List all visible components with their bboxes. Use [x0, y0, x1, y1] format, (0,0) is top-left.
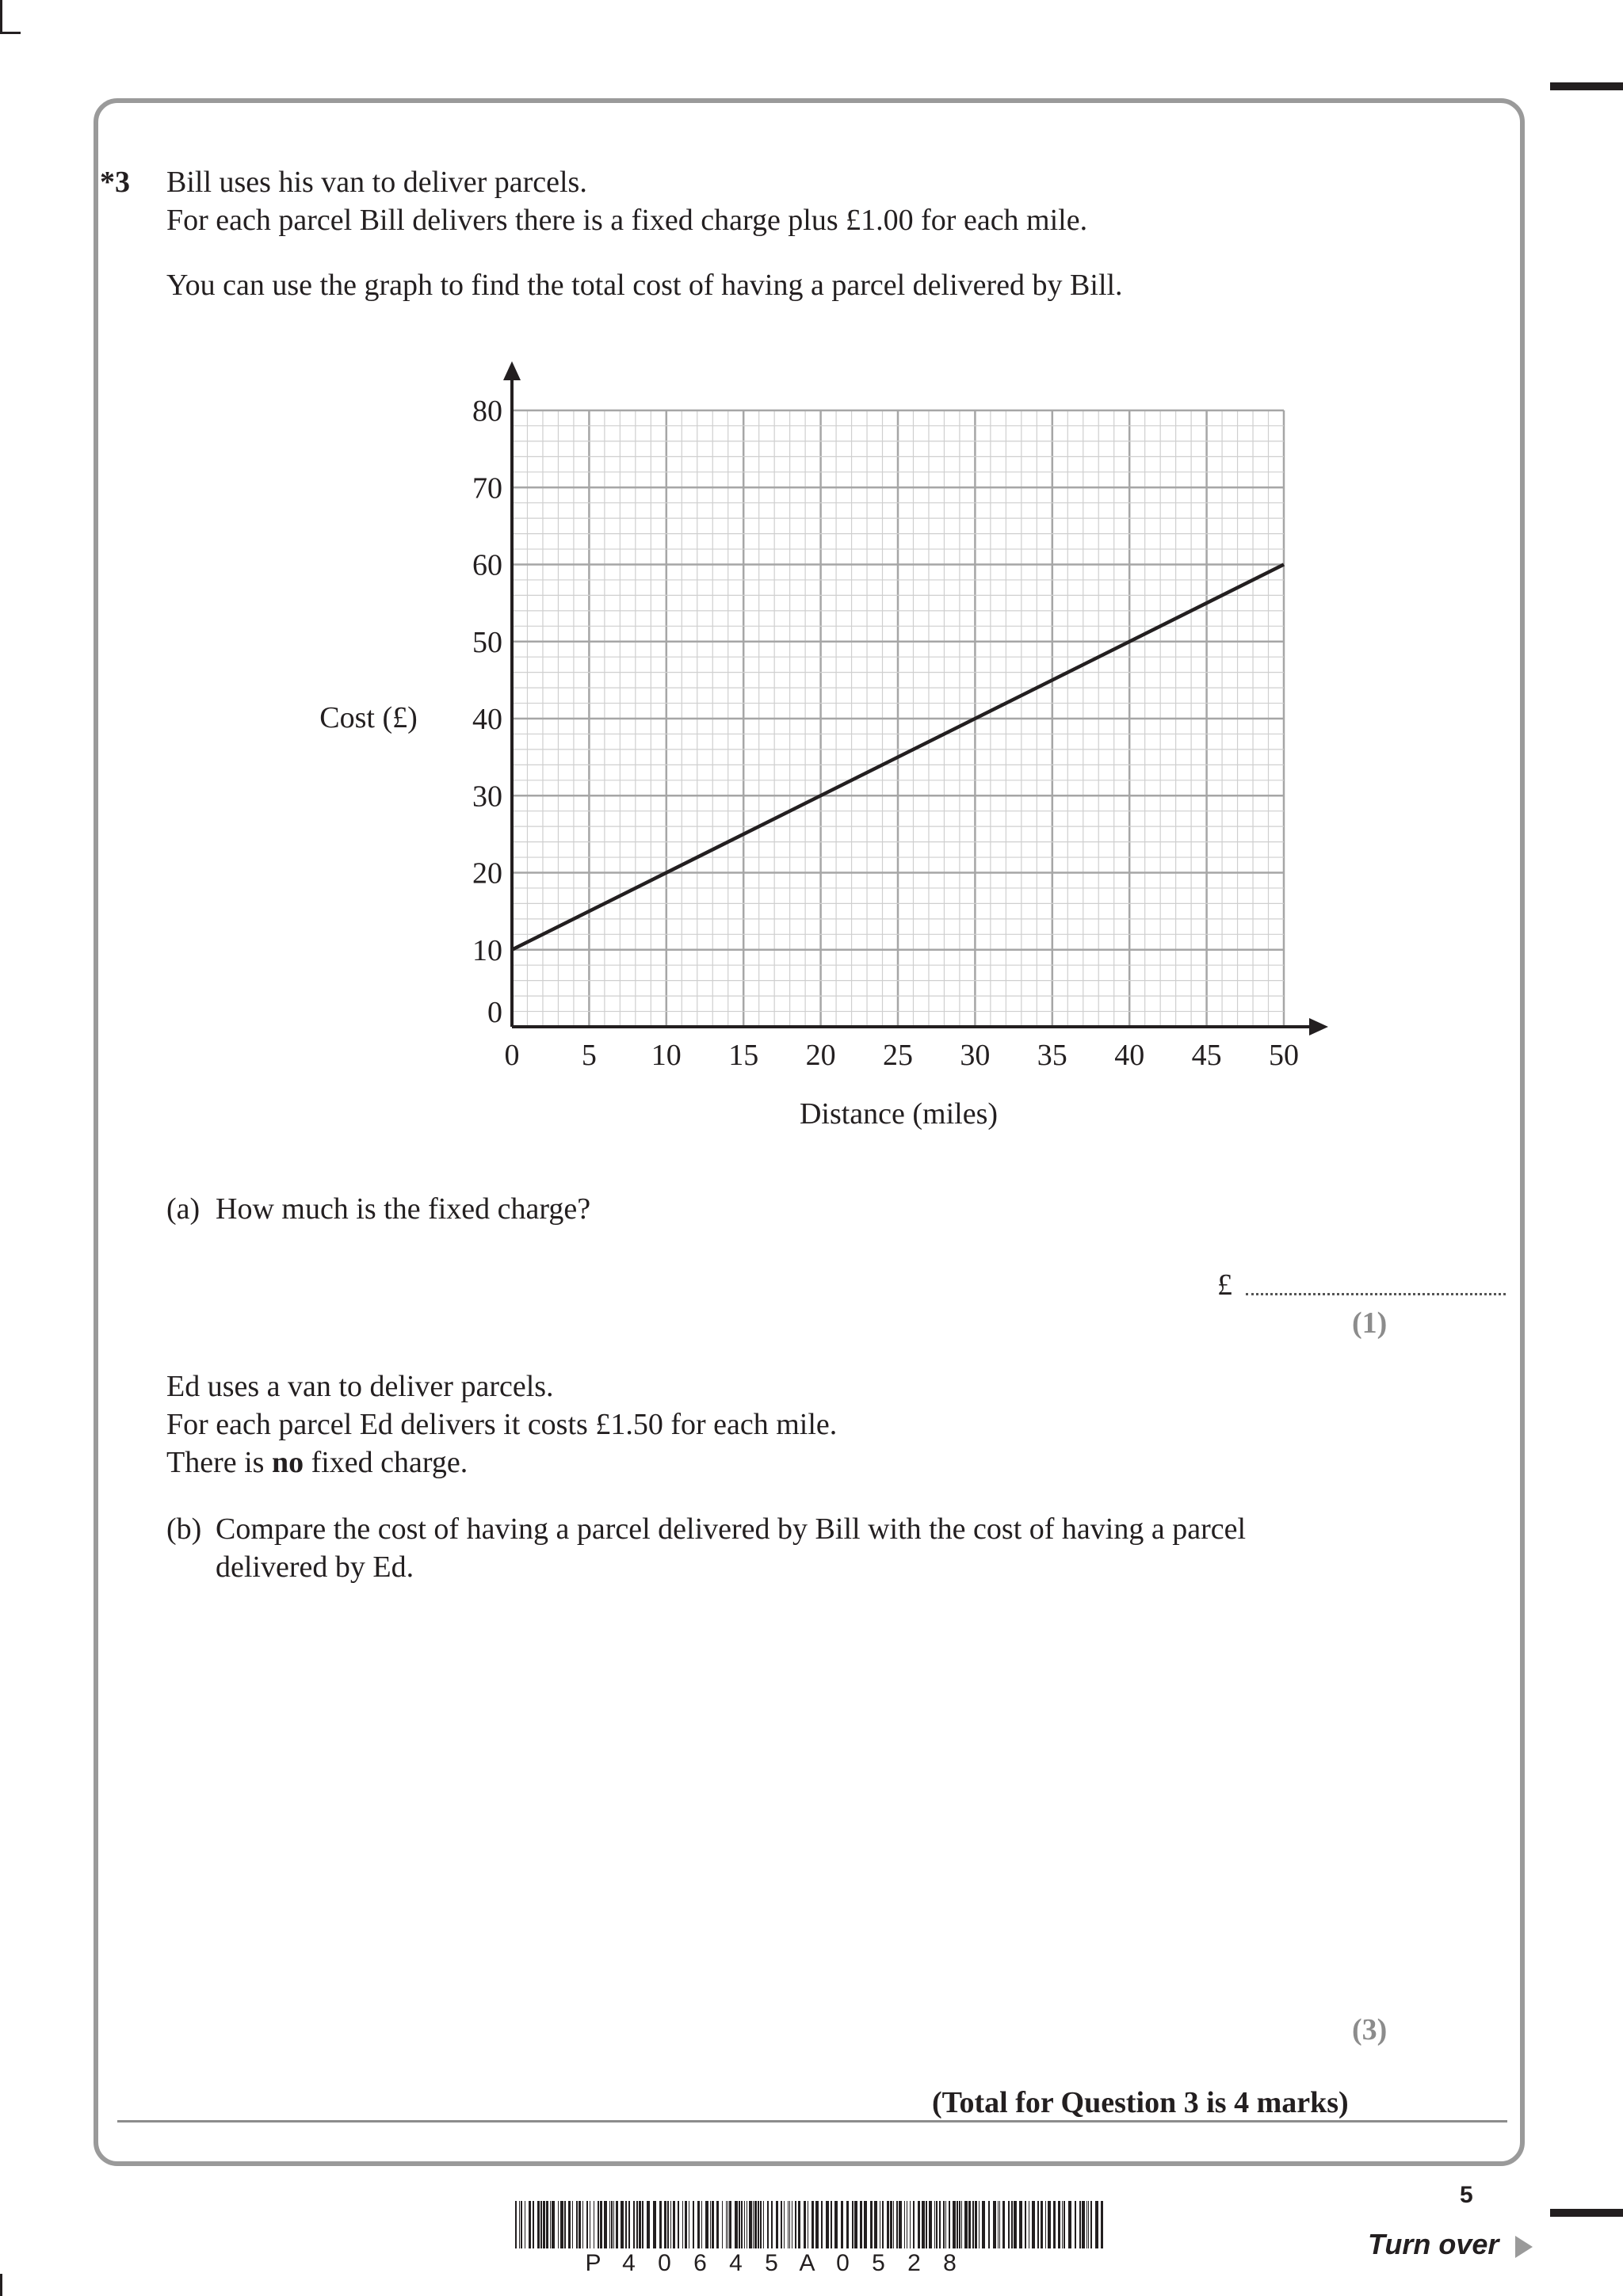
barcode-bar — [560, 2201, 563, 2248]
total-rule — [117, 2120, 1507, 2122]
x-axis-arrow-icon — [1309, 1018, 1328, 1035]
barcode-bar — [968, 2201, 971, 2248]
y-tick-label: 40 — [472, 703, 502, 736]
y-tick-label: 60 — [472, 548, 502, 582]
barcode-bar — [959, 2201, 960, 2248]
barcode-digit: 0 — [836, 2250, 850, 2276]
barcode-bar — [749, 2201, 752, 2248]
barcode-bar — [716, 2201, 719, 2248]
x-tick-label: 30 — [960, 1039, 991, 1072]
barcode-bar — [616, 2201, 618, 2248]
barcode-bar — [693, 2201, 694, 2248]
part-a-question: How much is the fixed charge? — [216, 1192, 591, 1226]
barcode-digit: 4 — [729, 2250, 743, 2276]
barcode-bar — [697, 2201, 700, 2248]
barcode-bar — [993, 2201, 996, 2248]
barcode-bar — [936, 2201, 938, 2248]
ed-line-3 — [166, 1444, 468, 1482]
part-b-line-2: delivered by Ed. — [216, 1550, 414, 1584]
barcode-bar — [815, 2201, 819, 2248]
barcode-digit: P — [585, 2250, 601, 2276]
answer-currency: £ — [1217, 1268, 1232, 1302]
barcode-bar — [753, 2201, 754, 2248]
barcode-bar — [1075, 2201, 1076, 2248]
barcode-bar — [1037, 2201, 1039, 2248]
barcode-bar — [1088, 2201, 1089, 2248]
barcode-bar — [642, 2201, 643, 2248]
barcode-digit: 6 — [693, 2250, 707, 2276]
question-number: *3 — [100, 166, 130, 199]
barcode-bar — [1019, 2201, 1022, 2248]
barcode-bar — [1011, 2201, 1013, 2248]
total-marks: (Total for Question 3 is 4 marks) — [932, 2086, 1349, 2119]
barcode-bar — [546, 2201, 548, 2248]
part-b-label: (b) — [166, 1512, 202, 1546]
ed-line-3-pre: There is — [166, 1446, 272, 1479]
barcode-bar — [860, 2201, 862, 2248]
barcode-bar — [576, 2201, 578, 2248]
barcode-bar — [934, 2201, 935, 2248]
barcode-bar — [1090, 2201, 1092, 2248]
barcode-bar — [988, 2201, 990, 2248]
barcode-bar — [647, 2201, 650, 2248]
barcode-bar — [979, 2201, 980, 2248]
y-tick-label: 20 — [472, 856, 502, 891]
barcode-bar — [705, 2201, 708, 2248]
barcode-bar — [1082, 2201, 1085, 2248]
barcode-bar — [910, 2201, 911, 2248]
barcode-bar — [667, 2201, 669, 2248]
barcode-bar — [744, 2201, 745, 2248]
barcode-bar — [1086, 2201, 1087, 2248]
barcode-bar — [841, 2201, 843, 2248]
barcode-bar — [633, 2201, 635, 2248]
barcode-bar — [729, 2201, 731, 2248]
barcode-bar — [1101, 2201, 1103, 2248]
x-tick-label: 15 — [728, 1039, 759, 1072]
y-tick-label: 10 — [472, 933, 502, 967]
y-tick-label: 80 — [472, 395, 502, 428]
barcode-bar — [673, 2201, 675, 2248]
barcode-bar — [972, 2201, 974, 2248]
barcode — [515, 2201, 1105, 2248]
barcode-bar — [582, 2201, 583, 2248]
barcode-bar — [550, 2201, 551, 2248]
barcode-bar — [899, 2201, 902, 2248]
barcode-bar — [789, 2201, 790, 2248]
barcode-bar — [543, 2201, 545, 2248]
barcode-bar — [564, 2201, 566, 2248]
barcode-bar — [1014, 2201, 1017, 2248]
barcode-bar — [854, 2201, 857, 2248]
turn-over-label: Turn over — [1368, 2228, 1499, 2260]
y-axis-label: Cost (£) — [319, 701, 418, 734]
x-axis-label: Distance (miles) — [799, 1097, 999, 1131]
barcode-bar — [821, 2201, 823, 2248]
barcode-bar — [712, 2201, 714, 2248]
barcode-bar — [1048, 2201, 1051, 2248]
barcode-bar — [519, 2201, 520, 2248]
barcode-bar — [613, 2201, 614, 2248]
barcode-bar — [913, 2201, 915, 2248]
barcode-bar — [1008, 2201, 1010, 2248]
barcode-bar — [896, 2201, 898, 2248]
barcode-bar — [922, 2201, 925, 2248]
barcode-bar — [982, 2201, 985, 2248]
barcode-bar — [1002, 2201, 1005, 2248]
barcode-bar — [852, 2201, 854, 2248]
barcode-bar — [670, 2201, 671, 2248]
barcode-bar — [1041, 2201, 1043, 2248]
barcode-bar — [1095, 2201, 1098, 2248]
barcode-bar — [834, 2201, 838, 2248]
barcode-bar — [795, 2201, 796, 2248]
barcode-bar — [710, 2201, 711, 2248]
page-number: 5 — [1460, 2182, 1473, 2208]
intro-line-2: For each parcel Bill delivers there is a fixed charge plus £1.00 for each mile. — [166, 204, 1088, 237]
barcode-bar — [568, 2201, 571, 2248]
barcode-bar — [929, 2201, 932, 2248]
barcode-digit: 8 — [943, 2250, 957, 2276]
barcode-bar — [653, 2201, 656, 2248]
barcode-bar — [685, 2201, 687, 2248]
ed-line-2: For each parcel Ed delivers it costs £1.50 for each mile. — [166, 1408, 838, 1441]
barcode-digit: 2 — [907, 2250, 921, 2276]
barcode-bar — [831, 2201, 832, 2248]
barcode-bar — [625, 2201, 627, 2248]
barcode-bar — [604, 2201, 607, 2248]
barcode-bar — [999, 2201, 1000, 2248]
x-tick-label: 5 — [581, 1039, 597, 1072]
barcode-bar — [701, 2201, 702, 2248]
barcode-bar — [1062, 2201, 1063, 2248]
barcode-bar — [579, 2201, 581, 2248]
barcode-digit: 5 — [872, 2250, 885, 2276]
x-tick-label: 10 — [651, 1039, 682, 1072]
barcode-digit: A — [799, 2250, 815, 2276]
barcode-bar — [846, 2201, 849, 2248]
barcode-bar — [727, 2201, 728, 2248]
turn-over-arrow-icon — [1515, 2236, 1533, 2258]
barcode-digit: 5 — [765, 2250, 778, 2276]
barcode-bar — [998, 2201, 999, 2248]
barcode-bar — [540, 2201, 542, 2248]
barcode-bar — [826, 2201, 829, 2248]
barcode-bar — [788, 2201, 789, 2248]
barcode-bar — [887, 2201, 889, 2248]
crop-mark — [1550, 2209, 1623, 2217]
barcode-digits — [575, 2250, 968, 2277]
barcode-bar — [739, 2201, 740, 2248]
intro-line-1: Bill uses his van to deliver parcels. — [166, 166, 587, 199]
barcode-bar — [918, 2201, 920, 2248]
barcode-bar — [611, 2201, 613, 2248]
y-tick-label: 30 — [472, 780, 502, 814]
barcode-bar — [798, 2201, 800, 2248]
barcode-bar — [659, 2201, 662, 2248]
barcode-bar — [754, 2201, 757, 2248]
barcode-bar — [1058, 2201, 1060, 2248]
barcode-bar — [639, 2201, 641, 2248]
barcode-bar — [572, 2201, 573, 2248]
barcode-bar — [552, 2201, 555, 2248]
barcode-digit: 4 — [622, 2250, 636, 2276]
barcode-bar — [741, 2201, 743, 2248]
barcode-bar — [758, 2201, 759, 2248]
barcode-bar — [771, 2201, 773, 2248]
barcode-bar — [781, 2201, 782, 2248]
barcode-bar — [1068, 2201, 1071, 2248]
barcode-bar — [949, 2201, 950, 2248]
barcode-bar — [600, 2201, 602, 2248]
barcode-bar — [975, 2201, 977, 2248]
barcode-bar — [939, 2201, 941, 2248]
x-tick-label: 25 — [883, 1039, 913, 1072]
barcode-bar — [961, 2201, 962, 2248]
ed-line-3-bold: no — [271, 1446, 304, 1479]
barcode-bar — [864, 2201, 867, 2248]
x-tick-label: 50 — [1269, 1039, 1299, 1072]
x-tick-label: 35 — [1037, 1039, 1067, 1072]
barcode-bar — [964, 2201, 968, 2248]
barcode-bar — [890, 2201, 892, 2248]
barcode-bar — [598, 2201, 599, 2248]
barcode-bar — [812, 2201, 814, 2248]
barcode-bar — [722, 2201, 723, 2248]
x-tick-label: 45 — [1191, 1039, 1222, 1072]
crop-mark — [0, 2274, 2, 2296]
barcode-bar — [953, 2201, 956, 2248]
barcode-bar — [636, 2201, 638, 2248]
x-tick-label: 0 — [504, 1039, 520, 1072]
barcode-bar — [945, 2201, 946, 2248]
barcode-bar — [784, 2201, 785, 2248]
answer-line-a[interactable] — [1246, 1293, 1506, 1295]
barcode-bar — [558, 2201, 559, 2248]
barcode-bar — [804, 2201, 806, 2248]
barcode-bar — [1053, 2201, 1056, 2248]
x-tick-label: 20 — [805, 1039, 836, 1072]
part-a-label: (a) — [166, 1192, 200, 1226]
x-tick-label: 40 — [1114, 1039, 1145, 1072]
barcode-bar — [515, 2201, 517, 2248]
barcode-bar — [893, 2201, 894, 2248]
barcode-bar — [767, 2201, 769, 2248]
barcode-bar — [882, 2201, 884, 2248]
ed-line-1: Ed uses a van to deliver parcels. — [166, 1370, 554, 1403]
barcode-bar — [904, 2201, 905, 2248]
barcode-bar — [1079, 2201, 1081, 2248]
barcode-bar — [682, 2201, 683, 2248]
answer-space-b[interactable] — [166, 1600, 1506, 1997]
barcode-bar — [521, 2201, 522, 2248]
part-b-line-1: Compare the cost of having a parcel delivered by Bill with the cost of having a parcel — [216, 1512, 1247, 1546]
barcode-bar — [1032, 2201, 1035, 2248]
barcode-bar — [763, 2201, 764, 2248]
barcode-bar — [664, 2201, 666, 2248]
barcode-bar — [776, 2201, 778, 2248]
barcode-bar — [957, 2201, 958, 2248]
barcode-bar — [870, 2201, 873, 2248]
barcode-bar — [586, 2201, 588, 2248]
ed-line-3-post: fixed charge. — [304, 1446, 468, 1479]
barcode-bar — [926, 2201, 927, 2248]
part-a-marks: (1) — [1352, 1306, 1388, 1340]
barcode-bar — [760, 2201, 762, 2248]
barcode-bar — [537, 2201, 540, 2248]
barcode-bar — [735, 2201, 738, 2248]
part-b-marks: (3) — [1352, 2013, 1388, 2046]
barcode-bar — [1045, 2201, 1046, 2248]
barcode-bar — [533, 2201, 534, 2248]
barcode-digit: 0 — [658, 2250, 671, 2276]
barcode-bar — [943, 2201, 945, 2248]
barcode-bar — [621, 2201, 624, 2248]
y-tick-label: 0 — [487, 996, 502, 1029]
barcode-bar — [874, 2201, 877, 2248]
y-axis-arrow-icon — [503, 361, 521, 380]
intro-line-3: You can use the graph to find the total cost of having a parcel delivered by Bill. — [166, 269, 1123, 302]
barcode-bar — [726, 2201, 727, 2248]
barcode-bar — [628, 2201, 630, 2248]
barcode-bar — [1025, 2201, 1026, 2248]
barcode-bar — [609, 2201, 610, 2248]
y-tick-label: 50 — [472, 625, 502, 659]
barcode-bar — [1064, 2201, 1065, 2248]
y-tick-label: 70 — [472, 471, 502, 505]
barcode-bar — [678, 2201, 679, 2248]
barcode-bar — [529, 2201, 531, 2248]
